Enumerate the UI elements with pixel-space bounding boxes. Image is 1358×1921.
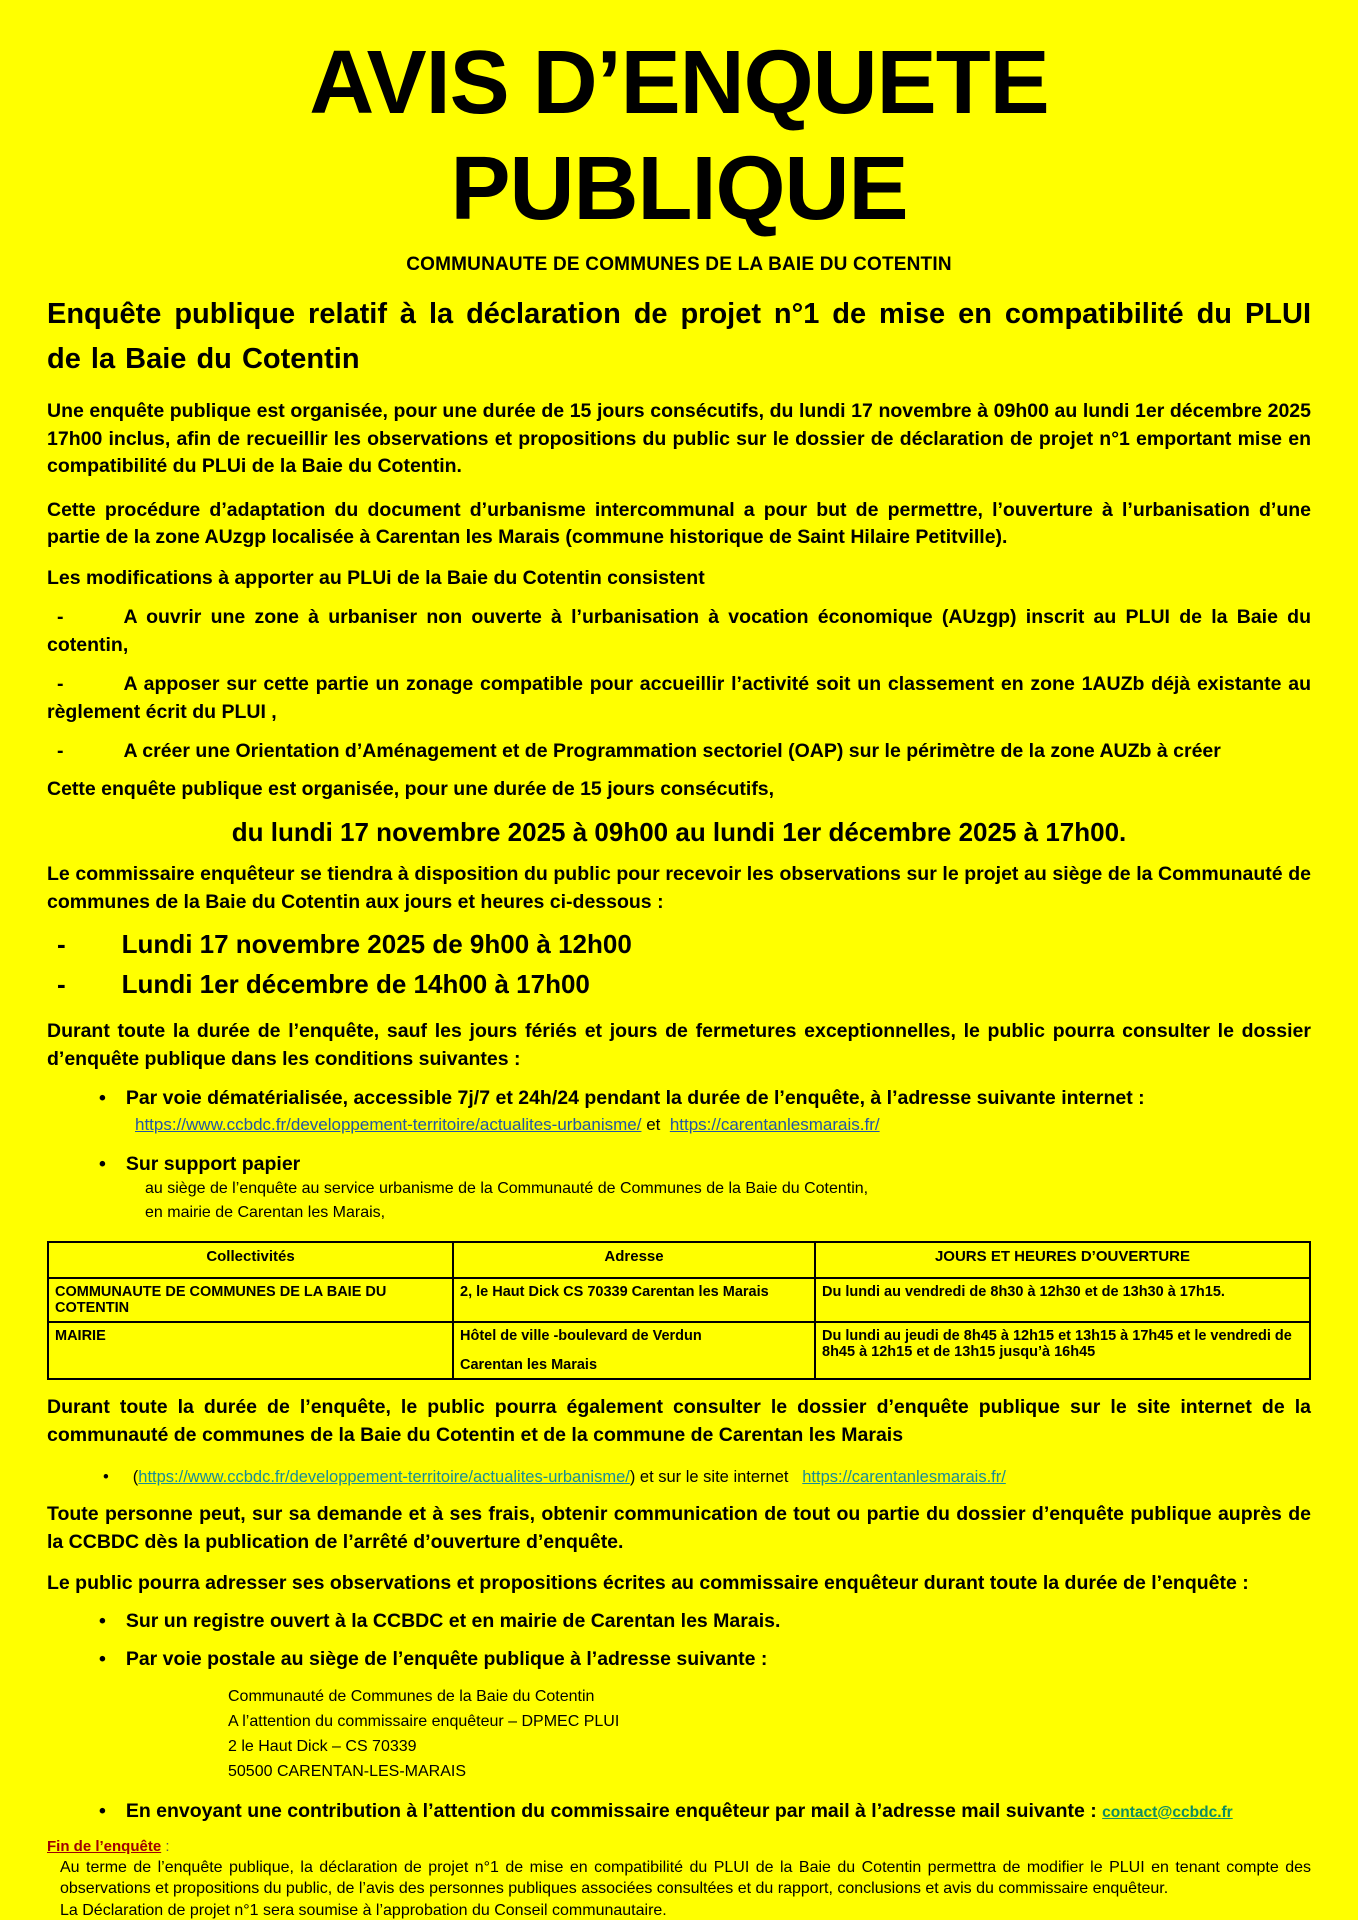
commissioner-paragraph: Le commissaire enquêteur se tiendra à disposition du public pour recevoir les observations sur le projet au siège de la Communauté de communes de la Baie du Cotentin aux jours et heures ci-dessous :	[47, 861, 1311, 916]
table-row	[48, 1322, 1310, 1379]
subject-heading: Enquête publique relatif à la déclaration de projet n°1 de mise en compatibilité du PLUI de la Baie du Cotentin	[47, 292, 1311, 382]
adresse-line-2: Carentan les Marais	[460, 1357, 808, 1373]
dash-icon: -	[47, 740, 64, 762]
modification-item-text: A ouvrir une zone à urbaniser non ouverte à l’urbanisation à vocation économique (AUzgp) inscrit au PLUI de la Baie du cotentin,	[47, 606, 1311, 656]
bullet-icon: •	[99, 1151, 106, 1177]
online-consultation-paragraph: Durant toute la durée de l’enquête, le public pourra également consulter le dossier d’enquête publique sur le site internet de la communauté de communes de la Baie du Cotentin et de la commune de Carentan les Marais	[47, 1394, 1311, 1449]
page-title-line2: PUBLIQUE	[47, 136, 1311, 242]
permanence-slot-text: Lundi 1er décembre de 14h00 à 17h00	[122, 969, 590, 999]
modification-item	[47, 671, 1311, 726]
contact-email-link[interactable]: contact@ccbdc.fr	[1102, 1804, 1233, 1821]
bullet-mail-text: En envoyant une contribution à l’attention du commissaire enquêteur par mail à l’adresse mail suivante	[126, 1800, 1085, 1822]
cell-adresse: 2, le Haut Dick CS 70339 Carentan les Marais	[453, 1278, 815, 1322]
modification-item	[47, 604, 1311, 659]
dash-icon: -	[47, 606, 64, 628]
online-links-bullet	[47, 1465, 1311, 1489]
fin-enquete-label: Fin de l’enquête	[47, 1838, 161, 1855]
bullet-icon: •	[103, 1465, 109, 1489]
page-title-line1: AVIS D’ENQUETE	[47, 30, 1311, 136]
communication-paragraph: Toute personne peut, sur sa demande et à ses frais, obtenir communication de tout ou partie du dossier d’enquête publique auprès de la CCBDC dès la publication de l’arrêté d’ouverture d’enquête.	[47, 1501, 1311, 1556]
ccbdc-urbanisme-link[interactable]: https://www.ccbdc.fr/developpement-territoire/actualites-urbanisme/	[135, 1115, 641, 1134]
carentan-site-link[interactable]: https://carentanlesmarais.fr/	[670, 1115, 880, 1134]
opening-hours-table	[47, 1241, 1311, 1380]
table-header-adresse: Adresse	[453, 1242, 815, 1278]
consultation-intro: Durant toute la durée de l’enquête, sauf les jours fériés et jours de fermetures exceptionnelles, le public pourra consulter le dossier d’enquête publique dans les conditions suivantes :	[47, 1018, 1311, 1073]
permanence-slot	[47, 924, 1311, 964]
table-header-collectivites: Collectivités	[48, 1242, 453, 1278]
footer-paragraph-1: Au terme de l’enquête publique, la déclaration de projet n°1 de mise en compatibilité du PLUI de la Baie du Cotentin permettra de modifier le PLUI en tenant compte des observations et propositions du public, de l’avis des personnes publiques associées consultées et du rapport, conclusions et avis du commissaire enquêteur.	[60, 1857, 1311, 1900]
modifications-intro: Les modifications à apporter au PLUi de la Baie du Cotentin consistent	[47, 565, 1311, 593]
fin-colon: :	[165, 1838, 169, 1855]
fin-enquete-line	[47, 1838, 1311, 1855]
ccbdc-urbanisme-link-2[interactable]: https://www.ccbdc.fr/developpement-territoire/actualites-urbanisme/	[138, 1468, 630, 1486]
permanence-slot	[47, 964, 1311, 1004]
intro-paragraph-1: Une enquête publique est organisée, pour une durée de 15 jours consécutifs, du lundi 17 novembre à 09h00 au lundi 1er décembre 2025 17h00 inclus, afin de recueillir les observations et propositions du public sur le dossier de déclaration de projet n°1 emportant mise en compatibilité du PLUi de la Baie du Cotentin.	[47, 398, 1311, 481]
papier-note-2: en mairie de Carentan les Marais,	[145, 1201, 1311, 1225]
duration-paragraph: Cette enquête publique est organisée, pour une durée de 15 jours consécutifs,	[47, 776, 1311, 804]
footer-paragraph-2: La Déclaration de projet n°1 sera soumise à l’approbation du Conseil communautaire.	[60, 1900, 1311, 1921]
observations-intro: Le public pourra adresser ses observations et propositions écrites au commissaire enquêteur durant toute la durée de l’enquête :	[47, 1570, 1311, 1598]
bullet-postale	[47, 1646, 1311, 1672]
online-mid-text: ) et sur le site internet	[630, 1468, 789, 1486]
permanence-slot-text: Lundi 17 novembre 2025 de 9h00 à 12h00	[122, 929, 632, 959]
bullet-icon: •	[99, 1608, 106, 1634]
cell-collectivite: MAIRIE	[48, 1322, 453, 1379]
adresse-line-1: Hôtel de ville -boulevard de Verdun	[460, 1328, 808, 1344]
dash-icon: -	[47, 969, 66, 999]
table-header-horaires: JOURS ET HEURES D’OUVERTURE	[815, 1242, 1310, 1278]
mail-colon: :	[1085, 1800, 1102, 1822]
papier-note-1: au siège de l’enquête au service urbanisme de la Communauté de Communes de la Baie du Cotentin,	[145, 1177, 1311, 1201]
bullet-dematerialise-text: Par voie dématérialisée, accessible 7j/7 et 24h/24 pendant la durée de l’enquête, à l’adresse suivante internet :	[126, 1087, 1145, 1109]
cell-collectivite: COMMUNAUTE DE COMMUNES DE LA BAIE DU COTENTIN	[48, 1278, 453, 1322]
enquiry-dates-line: du lundi 17 novembre 2025 à 09h00 au lundi 1er décembre 2025 à 17h00.	[47, 815, 1311, 849]
carentan-site-link-2[interactable]: https://carentanlesmarais.fr/	[802, 1468, 1006, 1486]
address-line: Communauté de Communes de la Baie du Cotentin	[228, 1684, 1311, 1709]
bullet-papier-text: Sur support papier	[126, 1153, 300, 1175]
link-separator: et	[646, 1115, 660, 1134]
bullet-icon: •	[99, 1085, 106, 1111]
table-row	[48, 1278, 1310, 1322]
intro-paragraph-2: Cette procédure d’adaptation du document d’urbanisme intercommunal a pour but de permettre, l’ouverture à l’urbanisation d’une partie de la zone AUzgp localisée à Carentan les Marais (commune historique de Saint Hilaire Petitville).	[47, 497, 1311, 552]
modification-item-text: A apposer sur cette partie un zonage compatible pour accueillir l’activité soit un classement en zone 1AUZb déjà existante au règlement écrit du PLUI ,	[47, 673, 1311, 723]
bullet-registre	[47, 1608, 1311, 1634]
bullet-registre-text: Sur un registre ouvert à la CCBDC et en mairie de Carentan les Marais.	[126, 1610, 781, 1632]
dash-icon: -	[47, 929, 66, 959]
organization-name: COMMUNAUTE DE COMMUNES DE LA BAIE DU COTENTIN	[47, 254, 1311, 276]
modification-item-text: A créer une Orientation d’Aménagement et de Programmation sectoriel (OAP) sur le périmètre de la zone AUZb à créer	[124, 740, 1221, 762]
bullet-postale-text: Par voie postale au siège de l’enquête publique à l’adresse suivante :	[126, 1648, 768, 1670]
bullet-dematerialise	[47, 1085, 1311, 1111]
cell-horaires: Du lundi au jeudi de 8h45 à 12h15 et 13h15 à 17h45 et le vendredi de 8h45 à 12h15 et de 13h15 jusqu’à 16h45	[815, 1322, 1310, 1379]
address-line: 50500 CARENTAN-LES-MARAIS	[228, 1759, 1311, 1784]
bullet-papier	[47, 1151, 1311, 1177]
bullet-icon: •	[99, 1646, 106, 1672]
cell-adresse	[453, 1322, 815, 1379]
address-line: 2 le Haut Dick – CS 70339	[228, 1734, 1311, 1759]
table-header-row	[48, 1242, 1310, 1278]
dash-icon: -	[47, 673, 64, 695]
modification-item	[47, 738, 1311, 766]
consultation-links	[135, 1113, 1311, 1137]
address-line: A l’attention du commissaire enquêteur – DPMEC PLUI	[228, 1709, 1311, 1734]
cell-horaires: Du lundi au vendredi de 8h30 à 12h30 et de 13h30 à 17h15.	[815, 1278, 1310, 1322]
postal-address-block	[228, 1684, 1311, 1784]
paren-open: (	[133, 1468, 139, 1486]
page-title	[47, 30, 1311, 242]
bullet-mail	[47, 1798, 1311, 1826]
bullet-icon: •	[99, 1798, 106, 1824]
